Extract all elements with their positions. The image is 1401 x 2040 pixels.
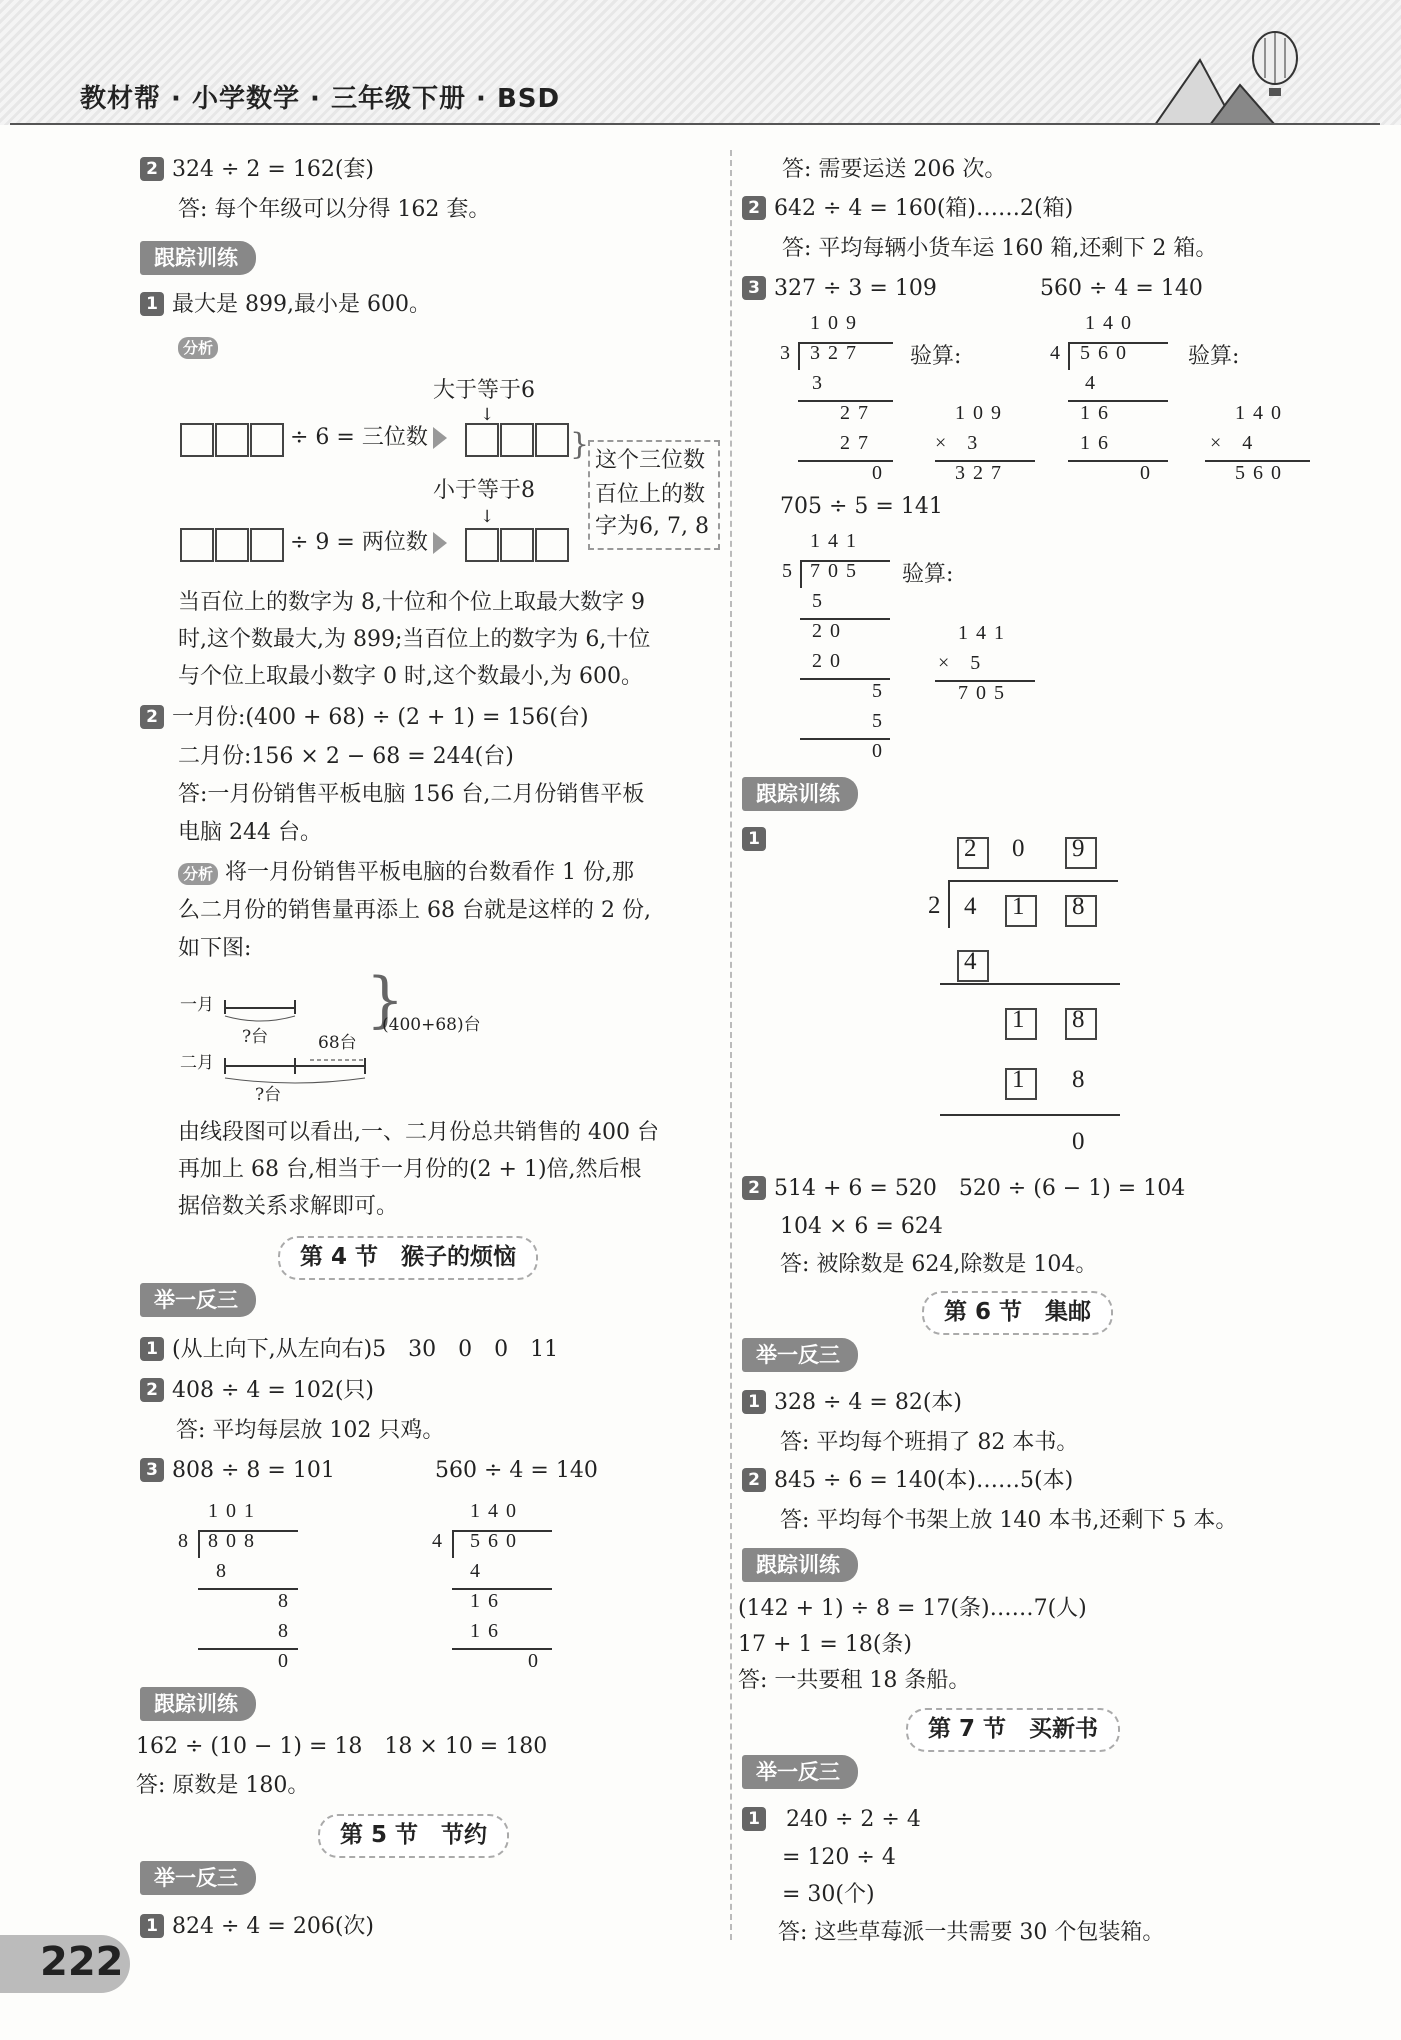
step: 27 [840, 402, 876, 424]
digit-box [465, 423, 499, 457]
analysis-line: 如下图: [178, 936, 252, 961]
question-number: 1 [742, 825, 774, 855]
brace: } [366, 965, 405, 1035]
section-tag-practice: 举一反三 [742, 1755, 858, 1789]
answer-line: 二月份:156 × 2 − 68 = 244(台) [178, 744, 514, 769]
divisor: 2 [928, 892, 949, 919]
division-bracket [798, 342, 800, 370]
right-arrow-icon [433, 532, 447, 554]
answer-line: 17 + 1 = 18(条) [738, 1632, 912, 1657]
answer-line: 1 824 ÷ 4 = 206(次) [140, 1912, 374, 1942]
check-num: × 4 [1210, 432, 1261, 454]
division-bracket [948, 880, 950, 928]
digit: 0 [1012, 835, 1033, 862]
step: 0 [278, 1650, 296, 1672]
answer-line: = 120 ÷ 4 [782, 1845, 896, 1870]
section-tag-tracking: 跟踪训练 [742, 1548, 858, 1582]
paragraph-line: 时,这个数最大,为 899;当百位上的数字为 6,十位 [178, 627, 651, 652]
answer-line: 2 一月份:(400 + 68) ÷ (2 + 1) = 156(台) [140, 703, 589, 733]
divisor: 8 [178, 1530, 196, 1552]
analysis-line: 分析 将一月份销售平板电脑的台数看作 1 份,那 [178, 858, 634, 888]
digit-box [535, 423, 569, 457]
digit: 0 [1072, 1128, 1093, 1155]
digit: 4 [964, 893, 985, 920]
section-tag-tracking: 跟踪训练 [742, 777, 858, 811]
answer-line: 560 ÷ 4 = 140 [1040, 276, 1203, 301]
answer-line: 答: 这些草莓派一共需要 30 个包装箱。 [778, 1920, 1165, 1945]
digit-box [500, 423, 534, 457]
digit-box [180, 423, 214, 457]
step: 5 [872, 710, 890, 732]
division-bar [948, 880, 1118, 882]
page-number-badge: 222 [0, 1935, 130, 1993]
digit-box [535, 528, 569, 562]
section-tag-practice: 举一反三 [140, 1861, 256, 1895]
segment-label: 一月 [180, 995, 214, 1015]
down-arrow-icon: ↓ [480, 405, 495, 425]
step: 27 [840, 432, 876, 454]
digit: 8 [1072, 1066, 1093, 1093]
page-header [0, 0, 1401, 125]
step: 5 [872, 680, 890, 702]
answer-line: 电脑 244 台。 [178, 820, 322, 845]
step: 16 [470, 1620, 506, 1642]
digit-box [180, 528, 214, 562]
answer-line: 答: 原数是 180。 [136, 1773, 310, 1798]
divisor: 3 [780, 342, 798, 364]
check-label: 验算: [902, 562, 954, 587]
answer-line: 答: 一共要租 18 条船。 [738, 1668, 971, 1693]
check-num: 327 [955, 462, 1009, 484]
divisor: 5 [782, 560, 800, 582]
answer-line: 答: 平均每辆小货车运 160 箱,还剩下 2 箱。 [782, 236, 1218, 261]
paragraph-line: 再加上 68 台,相当于一月份的(2 + 1)倍,然后根 [178, 1157, 642, 1182]
answer-line: 2 324 ÷ 2 = 162(套) [140, 155, 374, 185]
book-title: 教材帮 · 小学数学 · 三年级下册 · BSD [80, 84, 561, 114]
division-bracket [1068, 342, 1070, 370]
answer-line: 2 514 + 6 = 520 520 ÷ (6 − 1) = 104 [742, 1174, 1185, 1204]
answer-line: 2 408 ÷ 4 = 102(只) [140, 1376, 374, 1406]
answer-line: 1 (从上向下,从左向右)5 30 0 0 11 [140, 1335, 558, 1365]
header-rule [10, 123, 1380, 125]
check-num: 109 [955, 402, 1009, 424]
segment-label: 二月 [180, 1053, 214, 1073]
analysis-line: 么二月份的销售量再添上 68 台就是这样的 2 份, [178, 898, 651, 923]
section-tag-practice: 举一反三 [140, 1283, 256, 1317]
quotient: 140 [1085, 312, 1139, 334]
section-tag-tracking: 跟踪训练 [140, 1687, 256, 1721]
dividend: 560 [470, 1530, 524, 1552]
answer-line: 答: 每个年级可以分得 162 套。 [178, 197, 491, 222]
dividend: 705 [810, 560, 864, 582]
brace: } [570, 427, 590, 462]
digit: 4 [964, 948, 985, 975]
answer-line: 1 最大是 899,最小是 600。 [140, 290, 431, 320]
divisor: 4 [1050, 342, 1068, 364]
digit: 1 [1012, 1066, 1033, 1093]
check-num: × 3 [935, 432, 986, 454]
digit-box [215, 423, 249, 457]
step: 0 [872, 740, 890, 762]
step: 8 [216, 1560, 234, 1582]
paragraph-line: 据倍数关系求解即可。 [178, 1194, 399, 1219]
right-arrow-icon [433, 427, 447, 449]
answer-line: 答: 平均每个班捐了 82 本书。 [780, 1430, 1079, 1455]
step: 5 [812, 590, 830, 612]
division-bar [940, 1114, 1120, 1116]
step: 4 [470, 1560, 488, 1582]
analysis-badge: 分析 [178, 332, 218, 362]
division-bracket [198, 1530, 200, 1558]
digit: 8 [1072, 893, 1093, 920]
check-num: 560 [1235, 462, 1289, 484]
mountain-balloon-icon [1155, 30, 1305, 125]
step: 3 [812, 372, 830, 394]
answer-line: (142 + 1) ÷ 8 = 17(条)……7(人) [738, 1596, 1087, 1621]
answer-line: 2 642 ÷ 4 = 160(箱)……2(箱) [742, 194, 1073, 224]
digit: 2 [964, 835, 985, 862]
diagram-equation: ÷ 6 = 三位数 [290, 425, 428, 450]
down-arrow-icon: ↓ [480, 507, 495, 527]
diagram-label: 大于等于6 [433, 378, 535, 403]
digit-box [465, 528, 499, 562]
check-label: 验算: [910, 344, 962, 369]
digit-box [215, 528, 249, 562]
digit: 1 [1012, 1006, 1033, 1033]
segment-label: ?台 [242, 1027, 269, 1047]
diagram-label: 小于等于8 [433, 478, 535, 503]
step: 0 [872, 462, 890, 484]
section-tag-practice: 举一反三 [742, 1338, 858, 1372]
step: 8 [278, 1620, 296, 1642]
division-bar [940, 983, 1120, 985]
divisor: 4 [432, 1530, 450, 1552]
digit: 9 [1072, 835, 1093, 862]
answer-line: 104 × 6 = 624 [780, 1214, 943, 1239]
step: 20 [812, 620, 848, 642]
check-num: 705 [958, 682, 1012, 704]
digit: 1 [1012, 893, 1033, 920]
section-title-5: 第 5 节 节约 [318, 1814, 509, 1858]
step: 20 [812, 650, 848, 672]
check-num: 141 [958, 622, 1012, 644]
paragraph-line: 与个位上取最小数字 0 时,这个数最小,为 600。 [178, 664, 643, 689]
digit-box [250, 423, 284, 457]
quotient: 141 [810, 530, 864, 552]
answer-line: 答: 平均每层放 102 只鸡。 [176, 1418, 445, 1443]
step: 4 [1085, 372, 1103, 394]
answer-line: 162 ÷ (10 − 1) = 18 18 × 10 = 180 [136, 1734, 548, 1759]
division-bracket [452, 1530, 454, 1558]
step: 16 [470, 1590, 506, 1612]
paragraph-line: 当百位上的数字为 8,十位和个位上取最大数字 9 [178, 590, 645, 615]
answer-line: 1 328 ÷ 4 = 82(本) [742, 1388, 962, 1418]
check-num: × 5 [938, 652, 989, 674]
answer-line: 答:一月份销售平板电脑 156 台,二月份销售平板 [178, 782, 645, 807]
note-line: 百位上的数 [595, 482, 706, 507]
step: 16 [1080, 402, 1116, 424]
quotient: 101 [208, 1500, 262, 1522]
paragraph-line: 由线段图可以看出,一、二月份总共销售的 400 台 [178, 1120, 659, 1145]
answer-line: 答: 平均每个书架上放 140 本书,还剩下 5 本。 [780, 1508, 1238, 1533]
segment-label: ?台 [255, 1085, 282, 1105]
digit-box [250, 528, 284, 562]
digit: 8 [1072, 1006, 1093, 1033]
quotient: 109 [810, 312, 864, 334]
section-title-6: 第 6 节 集邮 [922, 1291, 1113, 1335]
answer-line: 705 ÷ 5 = 141 [780, 494, 943, 519]
note-line: 这个三位数 [595, 448, 706, 473]
answer-line: 3 327 ÷ 3 = 109 [742, 274, 937, 304]
section-title-4: 第 4 节 猴子的烦恼 [278, 1236, 538, 1280]
answer-line: 3 808 ÷ 8 = 101 [140, 1456, 335, 1486]
step: 8 [278, 1590, 296, 1612]
quotient: 140 [470, 1500, 524, 1522]
step: 16 [1080, 432, 1116, 454]
step: 0 [528, 1650, 546, 1672]
column-divider [730, 150, 732, 1940]
step: 0 [1140, 462, 1158, 484]
note-line: 字为6, 7, 8 [595, 514, 709, 539]
dividend: 560 [1080, 342, 1134, 364]
check-label: 验算: [1188, 344, 1240, 369]
dividend: 327 [810, 342, 864, 364]
answer-line: 2 845 ÷ 6 = 140(本)……5(本) [742, 1466, 1073, 1496]
section-title-7: 第 7 节 买新书 [906, 1708, 1120, 1752]
answer-line: 答: 被除数是 624,除数是 104。 [780, 1252, 1098, 1277]
answer-line: 答: 需要运送 206 次。 [782, 157, 1007, 182]
answer-line: = 30(个) [782, 1882, 875, 1907]
answer-line: 560 ÷ 4 = 140 [435, 1458, 598, 1483]
digit-box [500, 528, 534, 562]
segment-label: (400+68)台 [382, 1015, 481, 1035]
diagram-equation: ÷ 9 = 两位数 [290, 530, 428, 555]
dividend: 808 [208, 1530, 262, 1552]
section-tag-tracking: 跟踪训练 [140, 241, 256, 275]
check-num: 140 [1235, 402, 1289, 424]
answer-line: 1 240 ÷ 2 ÷ 4 [742, 1805, 921, 1835]
division-bracket [800, 560, 802, 588]
segment-label: 68台 [318, 1033, 357, 1053]
